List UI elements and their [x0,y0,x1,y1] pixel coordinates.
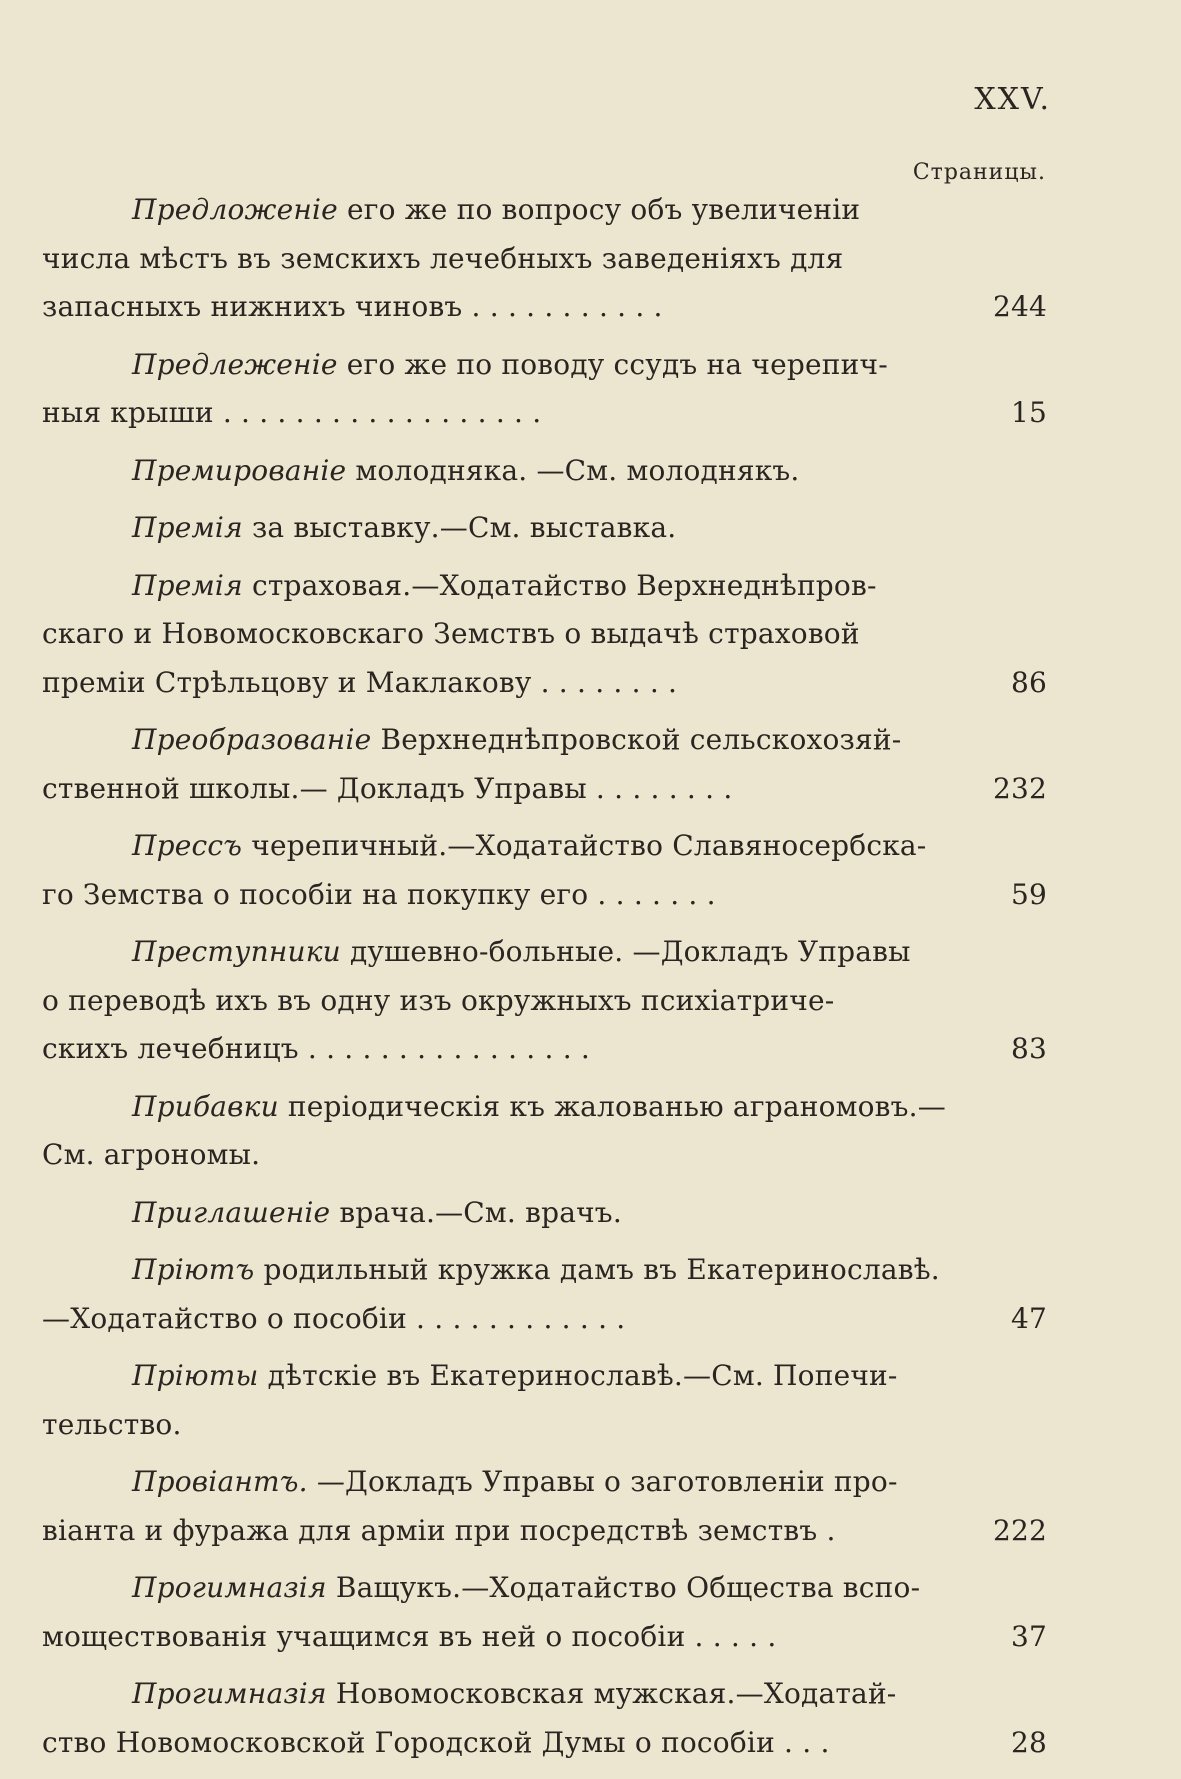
entry-line [42,1564,1047,1613]
entry-line [42,1670,1047,1719]
entry-line [42,283,1047,332]
entry-line [42,871,1047,920]
entry-text: —Ходатайство о пособiи . . . . . . . . . . . . [42,1301,626,1335]
entry-keyword: Премированiе [132,453,347,487]
entry-text: скаго и Новомосковскаго Земствъ о выдачѣ страховой [42,617,860,650]
entry-line [42,504,1047,553]
entry-text: вiанта и фуража для армiи при посредствѣ земствъ . [42,1513,836,1547]
entry-text: о переводѣ ихъ въ одну изъ окружныхъ психiатриче- [42,983,835,1017]
entry-keyword: Преступники [132,935,341,968]
index-entry [42,716,1047,813]
index-entry [42,1670,1047,1767]
entry-text: его же по вопросу объ увеличенiи [347,193,861,226]
entry-text: го Земства о пособiи на покупку его . . . . . . . [42,877,716,911]
entry-line [42,1352,1047,1401]
entry-text: ныя крыши . . . . . . . . . . . . . . . . . . [42,396,542,429]
index-entry [42,447,1047,496]
entry-keyword: Премiя [132,568,243,602]
entry-text: Новомосковская мужская.—Ходатай- [335,1677,897,1710]
entry-text: за выставку.—См. выставка. [251,511,677,544]
entry-text: родильный кружка дамъ въ Екатеринославѣ. [263,1253,940,1286]
entry-text: врача.—См. врачъ. [339,1195,622,1229]
index-entry [42,1246,1047,1343]
index-entry [42,1458,1047,1555]
entry-text: Ващукъ.—Ходатайство Общества вспо- [335,1571,921,1604]
index-entry [42,186,1047,332]
entry-keyword: Приглашенiе [132,1195,331,1229]
entry-text: тельство. [42,1407,182,1441]
entry-page-number: 59 [1010,877,1047,911]
entry-page-number: 28 [1010,1725,1047,1759]
entry-page-number: 86 [1010,665,1047,699]
index-entry [42,1083,1047,1180]
entry-text: скихъ лечебницъ . . . . . . . . . . . . . . . . [42,1032,591,1065]
entry-line [42,1401,1047,1450]
entry-line [42,610,1047,659]
entry-text: моществованiя учащимся въ ней о пособiи . . . . . [42,1619,777,1653]
index-entry [42,1189,1047,1238]
entry-keyword: Прiютъ [132,1253,255,1286]
entry-line [42,822,1047,871]
entry-text: перiодическiя къ жалованью аграномовъ.— [287,1089,946,1123]
entry-line [42,1613,1047,1662]
entry-keyword: Прессъ [132,829,243,862]
entry-text: премiи Стрѣльцову и Маклакову . . . . . . . . [42,665,678,699]
entry-line [42,235,1047,284]
index-entry [42,504,1047,553]
entry-text: См. агрономы. [42,1138,261,1171]
entry-text: страховая.—Ходатайство Верхнеднѣпров- [251,568,877,602]
entry-text: его же по поводу ссудъ на черепич- [346,347,888,381]
entry-keyword: Прогимназiя [132,1571,327,1604]
entry-keyword: Прибавки [132,1089,279,1123]
entry-keyword: Предлеженiе [132,347,338,381]
entry-keyword: Предложенiе [132,193,338,226]
entry-line [42,1295,1047,1344]
entry-line [42,1246,1047,1295]
entry-text: Верхнеднѣпровской сельскохозяй- [380,723,902,756]
entry-line [42,1719,1047,1768]
entry-text: ственной школы.— Докладъ Управы . . . . . . . . [42,771,733,805]
entry-keyword: Прогимназiя [132,1677,327,1710]
entry-text: числа мѣстъ въ земскихъ лечебныхъ заведенiяхъ для [42,241,844,275]
entry-keyword: Провiантъ. [132,1465,308,1498]
pages-column-label: Страницы. [912,160,1046,185]
entry-page-number: 15 [1010,396,1047,429]
entry-line [42,1131,1047,1180]
entry-page-number: 232 [992,771,1047,805]
index-entry [42,928,1047,1074]
entry-text: черепичный.—Ходатайство Славяносербска- [251,829,927,862]
index-entry [42,562,1047,708]
entry-text: дѣтскiе въ Екатеринославѣ.—См. Попечи- [267,1359,898,1392]
index-entry [42,1564,1047,1661]
index-entry [42,822,1047,919]
entry-line [42,716,1047,765]
entry-keyword: Прiюты [132,1359,259,1392]
entry-text: ство Новомосковской Городской Думы о пособiи . . . [42,1725,830,1759]
entry-line [42,765,1047,814]
entry-text: душевно-больные. —Докладъ Управы [349,935,911,968]
entry-line [42,1458,1047,1507]
index-entry [42,1352,1047,1449]
entry-keyword: Премiя [132,511,243,544]
entry-page-number: 47 [1010,1301,1047,1335]
entry-page-number: 83 [1010,1032,1047,1065]
entry-page-number: 222 [992,1513,1047,1547]
entry-text: запасныхъ нижнихъ чиновъ . . . . . . . . . . . [42,290,663,323]
entry-keyword: Преобразованiе [132,723,372,756]
page-number: XXV. [974,82,1051,117]
entry-line [42,186,1047,235]
entry-line [42,659,1047,708]
entry-page-number: 37 [1010,1619,1047,1653]
entry-text: —Докладъ Управы о заготовленiи про- [316,1465,898,1498]
entry-line [42,928,1047,977]
entry-page-number: 244 [992,290,1047,323]
entry-line [42,1083,1047,1132]
entry-text: молодняка. —См. молоднякъ. [355,453,800,487]
entry-line [42,1025,1047,1074]
index-entry [42,341,1047,438]
entry-line [42,1189,1047,1238]
entry-line [42,341,1047,390]
entry-line [42,389,1047,438]
index-entries [42,186,1047,1776]
entry-line [42,562,1047,611]
entry-line [42,1507,1047,1556]
entry-line [42,977,1047,1026]
entry-line [42,447,1047,496]
